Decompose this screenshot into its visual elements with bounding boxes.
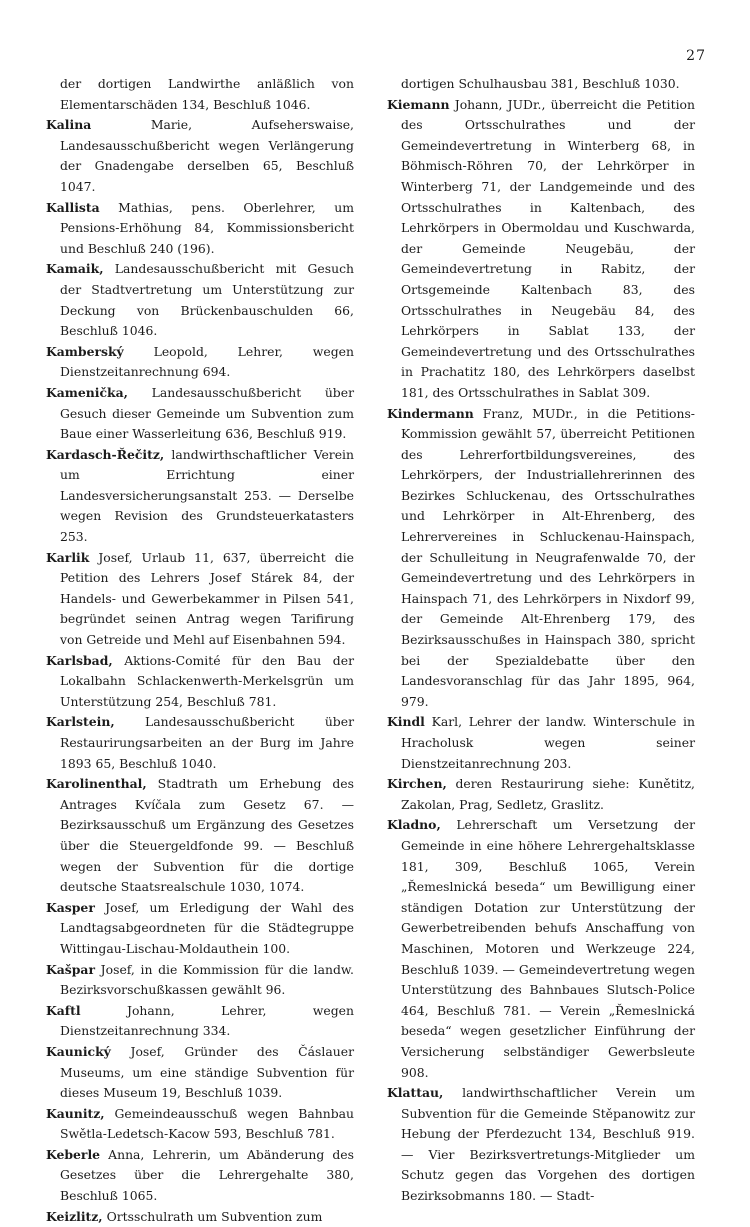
entry-keyword: Keizlitz, [46, 1208, 103, 1224]
index-entry [387, 74, 695, 95]
entry-keyword: Karlstein, [46, 714, 115, 730]
entry-keyword: Kiemann [387, 96, 450, 112]
entry-keyword: Kindl [387, 714, 425, 730]
entry-text: Landesausschußbericht mit Gesuch der Stadtvertretung um Unterstützung zur Deckung von Brückenbauschulden 66, Beschluß 1046. [60, 261, 354, 339]
entry-text: deren Restaurirung siehe: Kunětitz, Zakolan, Prag, Sedletz, Graslitz. [401, 776, 695, 812]
index-entry [387, 712, 695, 774]
entry-keyword: Kaunitz, [46, 1105, 105, 1121]
entry-text: Leopold, Lehrer, wegen Dienstzeitanrechnung 694. [60, 343, 354, 380]
entry-text: landwirthschaftlicher Verein um Errichtung einer Landesversicherungsanstalt 253. — Derselbe wegen Revision des Grundsteuerkatasters 253. [60, 446, 354, 545]
entry-text: Landesausschußbericht über Gesuch dieser Gemeinde um Subvention zum Baue einer Wasserleitung 636, Beschluß 919. [60, 384, 354, 442]
entry-text: Ortsschulrath um Subvention zum [106, 1208, 323, 1224]
index-entry [46, 383, 354, 445]
entry-text: Marie, Aufseherswaise, Landesausschußbericht wegen Verlängerung der Gnadengabe derselben 65, Beschluß 1047. [60, 117, 354, 194]
entry-text: Stadtrath um Erhebung des Antrages Kvíčala zum Gesetz 67. — Bezirksausschuß um Ergänzung des Gesetzes über die Steuergeldfonde 99. — Beschluß wegen der Subvention für die dortige deutsche Staatsrealschule 1030, 1074. [60, 776, 354, 895]
index-entry [46, 1001, 354, 1042]
index-entry [46, 259, 354, 341]
entry-keyword: Kamaik, [46, 261, 104, 277]
index-entry [46, 960, 354, 1001]
index-entry [46, 774, 354, 898]
entry-keyword: Karlsbad, [46, 652, 113, 668]
index-entry [46, 898, 354, 960]
index-entry [46, 1145, 354, 1207]
entry-keyword: Keberle [46, 1146, 101, 1162]
index-entry [46, 1207, 354, 1227]
right-column [387, 74, 695, 1207]
entry-text: Landesausschußbericht über Restaurirungsarbeiten an der Burg im Jahre 1893 65, Beschluß 1040. [60, 714, 354, 771]
index-entry [46, 1042, 354, 1104]
entry-keyword: Karlik [46, 549, 90, 565]
entry-keyword: Kaftl [46, 1002, 81, 1018]
index-entry [46, 74, 354, 115]
entry-keyword: Kirchen, [387, 776, 447, 792]
index-entry [46, 1104, 354, 1145]
index-entry [46, 342, 354, 383]
entry-text: landwirthschaftlicher Verein um Subvention für die Gemeinde Stěpanowitz zur Hebung der Pferdezucht 134, Beschluß 919. — Vier Bezirksvertretungs-Mitglieder um Schutz gegen das Vorgehen des dortigen Bezirksobmanns 180. — Stadt- [401, 1085, 695, 1204]
index-entry [46, 115, 354, 197]
entry-keyword: Karolinenthal, [46, 776, 147, 792]
entry-text: Aktions-Comité für den Bau der Lokalbahn Schlackenwerth-Merkelsgrün um Unterstützung 254, Beschluß 781. [60, 652, 354, 709]
entry-text: Josef, um Erledigung der Wahl des Landtagsabgeordneten für die Städtegruppe Wittingau-Lischau-Moldauthein 100. [60, 899, 354, 956]
entry-text: Anna, Lehrerin, um Abänderung des Gesetzes über die Lehrergehalte 380, Beschluß 1065. [60, 1146, 354, 1204]
entry-text: der dortigen Landwirthe anläßlich von Elementarschäden 134, Beschluß 1046. [60, 76, 354, 112]
entry-keyword: Kladno, [387, 817, 441, 833]
entry-keyword: Kamberský [46, 343, 124, 359]
entry-keyword: Kašpar [46, 961, 95, 977]
entry-text: dortigen Schulhausbau 381, Beschluß 1030. [401, 76, 680, 91]
entry-text: Karl, Lehrer der landw. Winterschule in Hracholusk wegen seiner Dienstzeitanrechnung 203. [401, 714, 695, 771]
entry-keyword: Klattau, [387, 1085, 444, 1101]
left-column [46, 74, 354, 1227]
index-entry [46, 651, 354, 713]
index-entry [387, 774, 695, 815]
entry-keyword: Kindermann [387, 405, 474, 421]
index-entry [387, 815, 695, 1083]
entry-keyword: Kallista [46, 199, 100, 215]
entry-text: Mathias, pens. Oberlehrer, um Pensions-Erhöhung 84, Kommissionsbericht und Beschluß 240 (196). [60, 199, 354, 256]
index-entry [387, 404, 695, 713]
index-entry [387, 1083, 695, 1207]
entry-text: Gemeindeausschuß wegen Bahnbau Swětla-Ledetsch-Kacow 593, Beschluß 781. [60, 1105, 354, 1142]
index-entry [46, 712, 354, 774]
entry-text: Josef, Gründer des Čáslauer Museums, um eine ständige Subvention für dieses Museum 19, Beschluß 1039. [60, 1043, 354, 1101]
entry-text: Johann, JUDr., überreicht die Petition des Ortsschulrathes und der Gemeindevertretung in Winterberg 68, in Böhmisch-Röhren 70, der Lehrkörper in Winterberg 71, der Landgemeinde und des Ortsschulrathes in Kaltenbach, des Lehrkörpers in Obermoldau und Kuschwarda, der Gemeinde Neugebäu, der Gemeindevertretung in Rabitz, der Ortsgemeinde Kaltenbach 83, des Ortsschulrathes in Neugebäu 84, des Lehrkörpers in Sablat 133, der Gemeindevertretung und des Ortsschulrathes in Prachatitz 180, des Lehrkörpers daselbst 181, des Ortsschulrathes in Sablat 309. [401, 96, 695, 400]
entry-keyword: Kardasch-Řečitz, [46, 446, 165, 462]
index-entry [46, 445, 354, 548]
index-entry [46, 198, 354, 260]
entry-text: Josef, Urlaub 11, 637, überreicht die Petition des Lehrers Josef Stárek 84, der Handels- und Gewerbekammer in Pilsen 541, begründet seinen Antrag wegen Tarifirung von Getreide und Mehl auf Eisenbahnen 594. [60, 549, 354, 648]
entry-text: Franz, MUDr., in die Petitions-Kommission gewählt 57, überreicht Petitionen des Lehrerfortbildungsvereines, des Lehrkörpers, der Industriallehrerinnen des Bezirkes Schluckenau, des Ortsschulrathes und Lehrkörper in Alt-Ehrenberg, des Lehrervereines in Schluckenau-Hainspach, der Schulleitung in Neugrafenwalde 70, der Gemeindevertretung und des Lehrkörpers in Hainspach 71, des Lehrkörpers in Nixdorf 99, der Gemeinde Alt-Ehrenberg 179, des Bezirksausschußes in Hainspach 380, spricht bei der Spezialdebatte über den Landesvoranschlag für das Jahr 1895, 964, 979. [401, 405, 695, 709]
index-entry [46, 548, 354, 651]
index-entry [387, 95, 695, 404]
entry-keyword: Kaunický [46, 1043, 111, 1059]
page-number: 27 [686, 48, 706, 64]
entry-text: Lehrerschaft um Versetzung der Gemeinde in eine höhere Lehrergehaltsklasse 181, 309, Beschluß 1065, Verein „Řemeslnická beseda“ um Bewilligung einer ständigen Dotation zur Unterstützung der Gewerbetreibenden behufs Anschaffung von Maschinen, Motoren und Werkzeuge 224, Beschluß 1039. — Gemeindevertretung wegen Unterstützung des Bahnbaues Slutsch-Police 464, Beschluß 781. — Verein „Řemeslnická beseda“ wegen gesetzlicher Einführung der Versicherung selbständiger Gewerbsleute 908. [401, 817, 695, 1080]
entry-keyword: Kasper [46, 899, 95, 915]
entry-keyword: Kamenička, [46, 384, 128, 400]
entry-keyword: Kalina [46, 117, 92, 133]
entry-text: Josef, in die Kommission für die landw. Bezirksvorschußkassen gewählt 96. [60, 961, 354, 998]
entry-text: Johann, Lehrer, wegen Dienstzeitanrechnung 334. [60, 1002, 354, 1039]
